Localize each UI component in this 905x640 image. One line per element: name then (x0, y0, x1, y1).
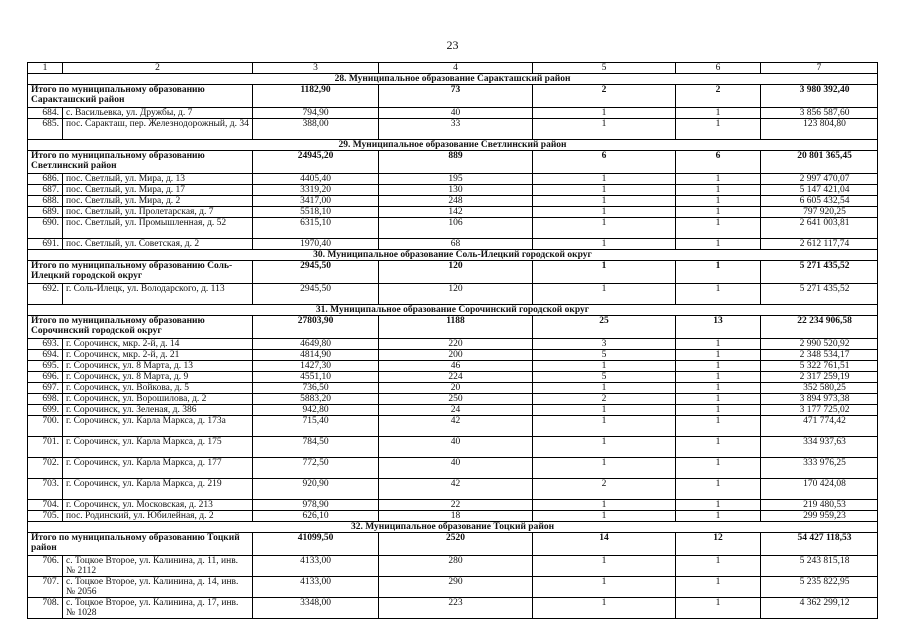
row-people: 120 (379, 284, 533, 305)
row-people: 130 (379, 185, 533, 196)
row-count: 1 (676, 218, 761, 239)
row-people: 18 (379, 511, 533, 522)
row-number: 692. (28, 284, 63, 305)
total-area: 1182,90 (253, 85, 379, 108)
column-header: 3 (253, 63, 379, 74)
section-title: 29. Муниципальное образование Светлинский район (28, 140, 878, 151)
row-number: 696. (28, 372, 63, 383)
row-area: 4551,10 (253, 372, 379, 383)
total-row (28, 261, 878, 284)
row-count: 1 (676, 174, 761, 185)
table-body (28, 63, 878, 619)
column-header: 1 (28, 63, 63, 74)
row-sum: 3 856 587,60 (761, 108, 878, 119)
row-people: 33 (379, 119, 533, 140)
row-houses: 1 (533, 405, 676, 416)
row-houses: 1 (533, 598, 676, 619)
row-area: 1427,30 (253, 361, 379, 372)
row-address: г. Соль-Илецк, ул. Володарского, д. 113 (63, 284, 253, 305)
row-people: 224 (379, 372, 533, 383)
row-sum: 2 997 470,07 (761, 174, 878, 185)
row-count: 1 (676, 284, 761, 305)
row-count: 1 (676, 350, 761, 361)
total-count: 1 (676, 261, 761, 284)
row-address: с. Тоцкое Второе, ул. Калинина, д. 14, инв. № 2056 (63, 577, 253, 598)
row-houses: 1 (533, 500, 676, 511)
row-number: 691. (28, 239, 63, 250)
row-sum: 219 480,53 (761, 500, 878, 511)
row-area: 3348,00 (253, 598, 379, 619)
page-number: 23 (446, 38, 459, 52)
row-number: 703. (28, 479, 63, 500)
row-sum: 334 937,63 (761, 437, 878, 458)
row-address: г. Сорочинск, ул. Ворошилова, д. 2 (63, 394, 253, 405)
column-header: 4 (379, 63, 533, 74)
row-number: 687. (28, 185, 63, 196)
row-sum: 6 605 432,54 (761, 196, 878, 207)
row-houses: 1 (533, 437, 676, 458)
table-row (28, 416, 878, 437)
row-sum: 352 580,25 (761, 383, 878, 394)
section-title: 32. Муниципальное образование Тоцкий район (28, 522, 878, 533)
total-people: 2520 (379, 533, 533, 556)
row-address: пос. Светлый, ул. Пролетарская, д. 7 (63, 207, 253, 218)
section-header-row (28, 305, 878, 316)
total-people: 889 (379, 151, 533, 174)
total-people: 120 (379, 261, 533, 284)
row-houses: 1 (533, 174, 676, 185)
total-row (28, 85, 878, 108)
row-number: 705. (28, 511, 63, 522)
row-address: пос. Родинский, ул. Юбилейная, д. 2 (63, 511, 253, 522)
row-people: 24 (379, 405, 533, 416)
row-houses: 1 (533, 284, 676, 305)
row-address: г. Сорочинск, ул. Карла Маркса, д. 219 (63, 479, 253, 500)
table-row (28, 394, 878, 405)
row-area: 942,80 (253, 405, 379, 416)
row-number: 688. (28, 196, 63, 207)
row-address: г. Сорочинск, ул. Зеленая, д. 386 (63, 405, 253, 416)
row-people: 40 (379, 437, 533, 458)
table-row (28, 479, 878, 500)
row-count: 1 (676, 394, 761, 405)
total-houses: 6 (533, 151, 676, 174)
row-number: 704. (28, 500, 63, 511)
column-header-row (28, 63, 878, 74)
row-houses: 1 (533, 239, 676, 250)
row-number: 694. (28, 350, 63, 361)
section-header-row (28, 140, 878, 151)
table-row (28, 218, 878, 239)
total-sum: 3 980 392,40 (761, 85, 878, 108)
row-people: 40 (379, 458, 533, 479)
row-number: 707. (28, 577, 63, 598)
row-count: 1 (676, 437, 761, 458)
total-sum: 20 801 365,45 (761, 151, 878, 174)
row-count: 1 (676, 207, 761, 218)
table-row (28, 598, 878, 619)
row-houses: 1 (533, 207, 676, 218)
total-houses: 14 (533, 533, 676, 556)
row-number: 686. (28, 174, 63, 185)
table-row (28, 458, 878, 479)
row-address: пос. Светлый, ул. Промышленная, д. 52 (63, 218, 253, 239)
row-count: 1 (676, 500, 761, 511)
total-count: 13 (676, 316, 761, 339)
row-area: 4649,80 (253, 339, 379, 350)
row-number: 684. (28, 108, 63, 119)
section-title: 30. Муниципальное образование Соль-Илецкий городской округ (28, 250, 878, 261)
table-row (28, 372, 878, 383)
row-address: г. Сорочинск, ул. Войкова, д. 5 (63, 383, 253, 394)
row-address: с. Тоцкое Второе, ул. Калинина, д. 17, инв. № 1028 (63, 598, 253, 619)
row-houses: 1 (533, 577, 676, 598)
total-houses: 2 (533, 85, 676, 108)
table-row (28, 361, 878, 372)
total-people: 1188 (379, 316, 533, 339)
table-row (28, 577, 878, 598)
row-people: 290 (379, 577, 533, 598)
section-title: 28. Муниципальное образование Саракташский район (28, 74, 878, 85)
row-sum: 5 322 761,51 (761, 361, 878, 372)
row-area: 4405,40 (253, 174, 379, 185)
row-count: 1 (676, 372, 761, 383)
row-houses: 5 (533, 372, 676, 383)
table-row (28, 339, 878, 350)
row-sum: 2 990 520,92 (761, 339, 878, 350)
row-count: 1 (676, 598, 761, 619)
row-houses: 2 (533, 394, 676, 405)
section-header-row (28, 522, 878, 533)
row-count: 1 (676, 196, 761, 207)
table-row (28, 511, 878, 522)
row-number: 706. (28, 556, 63, 577)
total-area: 41099,50 (253, 533, 379, 556)
section-header-row (28, 74, 878, 85)
row-sum: 4 362 299,12 (761, 598, 878, 619)
row-area: 5883,20 (253, 394, 379, 405)
total-area: 24945,20 (253, 151, 379, 174)
row-address: пос. Светлый, ул. Мира, д. 2 (63, 196, 253, 207)
row-houses: 1 (533, 511, 676, 522)
registry-table (27, 62, 878, 619)
table-row (28, 284, 878, 305)
table-row (28, 239, 878, 250)
row-address: г. Сорочинск, ул. 8 Марта, д. 13 (63, 361, 253, 372)
row-sum: 170 424,08 (761, 479, 878, 500)
row-address: пос. Светлый, ул. Мира, д. 17 (63, 185, 253, 196)
row-number: 695. (28, 361, 63, 372)
row-number: 685. (28, 119, 63, 140)
total-count: 12 (676, 533, 761, 556)
row-houses: 1 (533, 196, 676, 207)
row-number: 693. (28, 339, 63, 350)
row-address: пос. Светлый, ул. Мира, д. 13 (63, 174, 253, 185)
row-count: 1 (676, 416, 761, 437)
table-row (28, 350, 878, 361)
row-count: 1 (676, 511, 761, 522)
table-row (28, 108, 878, 119)
row-number: 698. (28, 394, 63, 405)
row-address: г. Сорочинск, мкр. 2-й, д. 14 (63, 339, 253, 350)
row-address: г. Сорочинск, ул. Карла Маркса, д. 173а (63, 416, 253, 437)
row-sum: 123 804,80 (761, 119, 878, 140)
row-area: 920,90 (253, 479, 379, 500)
table-row (28, 196, 878, 207)
row-area: 4133,00 (253, 556, 379, 577)
row-sum: 299 959,23 (761, 511, 878, 522)
row-address: г. Сорочинск, ул. Карла Маркса, д. 175 (63, 437, 253, 458)
row-people: 22 (379, 500, 533, 511)
row-people: 200 (379, 350, 533, 361)
total-people: 73 (379, 85, 533, 108)
row-count: 1 (676, 405, 761, 416)
row-sum: 2 612 117,74 (761, 239, 878, 250)
row-number: 690. (28, 218, 63, 239)
table-row (28, 185, 878, 196)
row-houses: 2 (533, 479, 676, 500)
row-houses: 3 (533, 339, 676, 350)
total-row (28, 316, 878, 339)
row-count: 1 (676, 339, 761, 350)
row-houses: 1 (533, 185, 676, 196)
row-count: 1 (676, 458, 761, 479)
total-houses: 25 (533, 316, 676, 339)
row-houses: 1 (533, 458, 676, 479)
row-count: 1 (676, 119, 761, 140)
table-row (28, 437, 878, 458)
row-houses: 5 (533, 350, 676, 361)
row-address: пос. Светлый, ул. Советская, д. 2 (63, 239, 253, 250)
row-people: 195 (379, 174, 533, 185)
row-people: 142 (379, 207, 533, 218)
table-row (28, 405, 878, 416)
row-address: г. Сорочинск, ул. 8 Марта, д. 9 (63, 372, 253, 383)
row-area: 978,90 (253, 500, 379, 511)
row-sum: 2 317 259,19 (761, 372, 878, 383)
row-people: 250 (379, 394, 533, 405)
row-sum: 5 147 421,04 (761, 185, 878, 196)
row-count: 1 (676, 239, 761, 250)
row-sum: 3 177 725,02 (761, 405, 878, 416)
total-label: Итого по муниципальному образованию Тоцкий район (28, 533, 253, 556)
row-sum: 471 774,42 (761, 416, 878, 437)
total-label: Итого по муниципальному образованию Светлинский район (28, 151, 253, 174)
total-count: 6 (676, 151, 761, 174)
row-people: 40 (379, 108, 533, 119)
table-row (28, 174, 878, 185)
row-houses: 1 (533, 119, 676, 140)
table-row (28, 556, 878, 577)
row-people: 248 (379, 196, 533, 207)
total-label: Итого по муниципальному образованию Саракташский район (28, 85, 253, 108)
row-sum: 797 920,25 (761, 207, 878, 218)
row-sum: 5 235 822,95 (761, 577, 878, 598)
section-title: 31. Муниципальное образование Сорочинский городской округ (28, 305, 878, 316)
row-houses: 1 (533, 361, 676, 372)
row-number: 689. (28, 207, 63, 218)
row-sum: 5 243 815,18 (761, 556, 878, 577)
row-number: 697. (28, 383, 63, 394)
row-address: пос. Саракташ, пер. Железнодорожный, д. 34 (63, 119, 253, 140)
column-header: 2 (63, 63, 253, 74)
section-header-row (28, 250, 878, 261)
row-area: 4814,90 (253, 350, 379, 361)
row-houses: 1 (533, 416, 676, 437)
row-people: 223 (379, 598, 533, 619)
row-number: 708. (28, 598, 63, 619)
row-houses: 1 (533, 218, 676, 239)
row-people: 68 (379, 239, 533, 250)
total-sum: 54 427 118,53 (761, 533, 878, 556)
row-address: г. Сорочинск, мкр. 2-й, д. 21 (63, 350, 253, 361)
total-area: 27803,90 (253, 316, 379, 339)
row-count: 1 (676, 577, 761, 598)
row-number: 702. (28, 458, 63, 479)
total-area: 2945,50 (253, 261, 379, 284)
row-area: 784,50 (253, 437, 379, 458)
row-people: 42 (379, 479, 533, 500)
row-houses: 1 (533, 556, 676, 577)
total-label: Итого по муниципальному образованию Сорочинский городской округ (28, 316, 253, 339)
row-area: 3319,20 (253, 185, 379, 196)
row-area: 626,10 (253, 511, 379, 522)
row-count: 1 (676, 185, 761, 196)
row-count: 1 (676, 108, 761, 119)
column-header: 6 (676, 63, 761, 74)
table-row (28, 119, 878, 140)
total-row (28, 533, 878, 556)
row-people: 280 (379, 556, 533, 577)
total-count: 2 (676, 85, 761, 108)
total-sum: 22 234 906,58 (761, 316, 878, 339)
row-address: г. Сорочинск, ул. Карла Маркса, д. 177 (63, 458, 253, 479)
row-address: с. Васильевка, ул. Дружбы, д. 7 (63, 108, 253, 119)
column-header: 7 (761, 63, 878, 74)
row-area: 2945,50 (253, 284, 379, 305)
row-area: 6315,10 (253, 218, 379, 239)
row-people: 20 (379, 383, 533, 394)
table-row (28, 500, 878, 511)
row-people: 106 (379, 218, 533, 239)
row-area: 772,50 (253, 458, 379, 479)
row-sum: 2 641 003,81 (761, 218, 878, 239)
row-area: 4133,00 (253, 577, 379, 598)
row-sum: 333 976,25 (761, 458, 878, 479)
row-area: 736,50 (253, 383, 379, 394)
row-area: 3417,00 (253, 196, 379, 207)
row-number: 699. (28, 405, 63, 416)
row-number: 701. (28, 437, 63, 458)
row-area: 1970,40 (253, 239, 379, 250)
row-houses: 1 (533, 108, 676, 119)
total-sum: 5 271 435,52 (761, 261, 878, 284)
table-row (28, 207, 878, 218)
row-people: 42 (379, 416, 533, 437)
row-people: 46 (379, 361, 533, 372)
row-count: 1 (676, 556, 761, 577)
row-number: 700. (28, 416, 63, 437)
row-count: 1 (676, 383, 761, 394)
row-area: 388,00 (253, 119, 379, 140)
row-count: 1 (676, 361, 761, 372)
total-label: Итого по муниципальному образованию Соль-Илецкий городской округ (28, 261, 253, 284)
table-row (28, 383, 878, 394)
row-address: с. Тоцкое Второе, ул. Калинина, д. 11, инв. № 2112 (63, 556, 253, 577)
total-houses: 1 (533, 261, 676, 284)
row-people: 220 (379, 339, 533, 350)
column-header: 5 (533, 63, 676, 74)
row-address: г. Сорочинск, ул. Московская, д. 213 (63, 500, 253, 511)
row-area: 715,40 (253, 416, 379, 437)
row-area: 5518,10 (253, 207, 379, 218)
row-sum: 5 271 435,52 (761, 284, 878, 305)
row-count: 1 (676, 479, 761, 500)
row-houses: 1 (533, 383, 676, 394)
row-sum: 2 348 534,17 (761, 350, 878, 361)
row-sum: 3 894 973,38 (761, 394, 878, 405)
total-row (28, 151, 878, 174)
row-area: 794,90 (253, 108, 379, 119)
